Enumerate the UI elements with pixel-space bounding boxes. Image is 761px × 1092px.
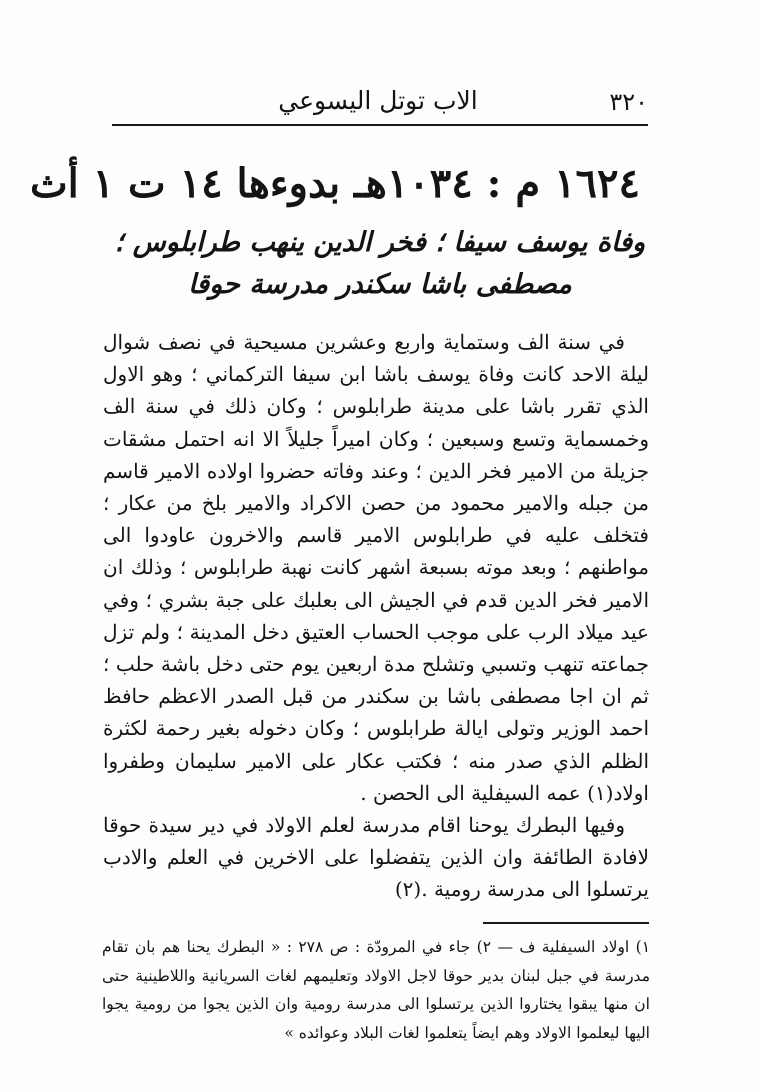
running-head: الاب توتل اليسوعي [278,86,478,115]
entry-subtitle: وفاة يوسف سيفا ؛ فخر الدين ينهب طرابلوس ؛ مصطفى باشا سكندر مدرسة حوقا [114,227,646,300]
entry-date-heading: ١٦٢٤ م : ١٠٣٤هـ بدوءها ١٤ ت ١ أث [29,160,640,207]
body-paragraph: في سنة الف وستماية واربع وعشرين مسيحية في نصف شوال ليلة الاحد كانت وفاة يوسف باشا ابن سيفا التركماني ؛ وهو الاول الذي تقرر باشا على مدينة طرابلوس ؛ وكان ذلك في سنة الف وخمسماية وتسع وسبعين ؛ وكان اميراً جليلاً الا انه احتمل مشقات جزيلة من الامير فخر الدين ؛ وعند وفاته حضروا اولاده الامير قاسم من جبله والامير محمود من حصن الاكراد والامير بلخ من عكار ؛ فتخلف عليه في طرابلوس الامير قاسم والاخرون عاودوا الى مواطنهم ؛ وبعد موته بسبعة اشهر كانت نهبة طرابلوس ؛ وذلك ان الامير فخر الدين قدم في الجيش الى بعلبك على جبة بشري ؛ وفي عيد ميلاد الرب على موجب الحساب العتيق دخل المدينة ؛ ولم تزل جماعته تنهب وتسبي وتشلح مدة اربعين يوم حتى دخل باشة حلب ؛ ثم ان اجا مصطفى باشا بن سكندر من قبل الصدر الاعظم حافظ احمد الوزير وتولى ايالة طرابلوس ؛ وكان دخوله بغير رحمة لكثرة الظلم الذي صدر منه ؛ فكتب عكار على الامير سليمان وطفروا اولاد(١) عمه السيفلية الى الحصن . [103,330,649,805]
footnotes [102,933,650,1047]
body-paragraph: وفيها البطرك يوحنا اقام مدرسة لعلم الاولاد في دير سيدة حوقا لافادة الطائفة وان الذين يتفضلوا على الاخرين في العلم والادب يرتسلوا الى مدرسة رومية .(٢) [103,813,649,902]
footnote-rule [483,922,649,924]
page-header [108,82,648,118]
page-number: ٣٢٠ [609,88,648,116]
footnote-text: ١) اولاد السيفلية ف — ٢) جاء في المرودّة : ص ٢٧٨ : « البطرك يحنا هم بان تقام مدرسة في جبل لبنان بدير حوقا لاجل الاولاد وتعليمهم لغات السريانية واللاطينية حتى ان منها يبقوا يختاروا الذين يرتسلوا الى مدرسة رومية وان الذين يجوا من رومية يجوا اليها ليعلموا الاولاد وهم ايضاً يتعلموا لغات البلاد وعوائده » [102,938,651,1042]
header-rule [112,124,648,126]
body-text [103,326,649,906]
